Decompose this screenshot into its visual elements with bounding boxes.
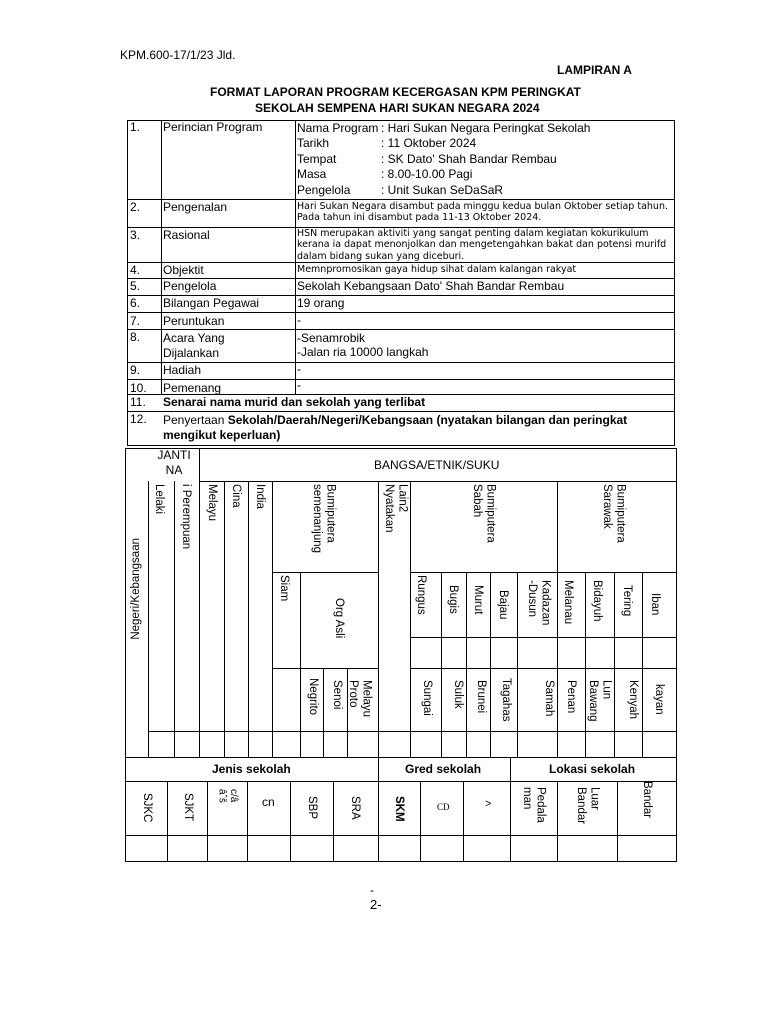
- sungai-label: Sungai: [421, 680, 434, 716]
- iban-label: Iban: [649, 593, 662, 616]
- row-number: 11.: [130, 395, 146, 409]
- row-label: [163, 413, 668, 443]
- detail-key: Tarikh: [297, 136, 330, 150]
- detail-key: Nama Program: [297, 121, 379, 135]
- bp-semenanjung-label: Bumiputera semenanjung: [311, 484, 337, 554]
- school-type-c-label: c/â âˆš: [216, 789, 239, 803]
- row-label: Peruntukan: [163, 314, 225, 328]
- document-title-line1: FORMAT LAPORAN PROGRAM KECERGASAN KPM PERINGKAT: [210, 85, 581, 99]
- row-value: -: [297, 378, 301, 392]
- bidayuh-label: Bidayuh: [591, 580, 604, 622]
- row-label: Pengenalan: [163, 200, 228, 214]
- perempuan-label: i Perempuan: [180, 484, 193, 550]
- skm-label: SKM: [393, 796, 406, 822]
- melanau-label: Melanau: [562, 580, 575, 625]
- row-number: 6.: [130, 296, 141, 310]
- siam-label: Siam: [278, 575, 291, 602]
- row-number: 4.: [130, 263, 141, 277]
- samah-label: Samah: [543, 680, 556, 717]
- row-label: Acara Yang Dijalankan: [163, 331, 225, 360]
- pedalaman-label: Pedala man: [521, 787, 547, 823]
- kayan-label: kayan: [653, 684, 666, 715]
- lain2-label: Lain2 Nyatakan: [383, 484, 409, 533]
- murut-label: Murut: [472, 585, 485, 615]
- row-number: 1.: [130, 120, 141, 134]
- penan-label: Penan: [565, 680, 578, 714]
- jantina-header: JANTI NA: [157, 448, 191, 477]
- org-asli-label: Org Asli: [333, 598, 346, 639]
- brunei-label: Brunei: [475, 680, 488, 714]
- negeri-label: Negeri/Kebangsaan: [130, 538, 142, 640]
- row-value: -: [297, 362, 301, 376]
- row-value: -: [297, 313, 301, 327]
- lokasi-sekolah-header: Lokasi sekolah: [549, 762, 636, 776]
- lelaki-label: Lelaki: [153, 484, 166, 515]
- suluk-label: Suluk: [452, 680, 465, 709]
- row-label-bold: Sekolah/Daerah/Negeri/Kebangsaan (nyatakan bilangan dan peringkat mengikut keperluan): [163, 413, 628, 442]
- bugis-label: Bugis: [447, 585, 460, 614]
- rungus-label: Rungus: [415, 575, 428, 615]
- detail-value: : Hari Sukan Negara Peringkat Sekolah: [381, 121, 591, 135]
- reference-number: KPM.600-17/1/23 Jld.: [120, 48, 236, 62]
- sra-label: SRA: [349, 796, 362, 820]
- sjkc-label: SJKC: [141, 793, 154, 823]
- bandar-label: Bandar: [641, 781, 654, 819]
- detail-value: : 8.00-10.00 Pagi: [381, 167, 473, 181]
- detail-value: : 11 Oktober 2024: [381, 136, 477, 150]
- melayu-label: Melayu: [206, 484, 219, 522]
- row-label: Hadiah: [163, 363, 202, 377]
- row-label: Pengelola: [163, 279, 217, 293]
- row-value: -Senamrobik -Jalan ria 10000 langkah: [297, 331, 429, 359]
- row-number: 8.: [130, 330, 141, 344]
- row-number: 12.: [130, 412, 147, 426]
- row-value: HSN merupakan aktiviti yang sangat penting dalam kegiatan kokurikulum kerana ia dapat menonjolkan dan mengetengahkan bakat dan potensi murifd dalam bidang sukan yang diceburi.: [297, 228, 667, 262]
- kadazan-label: Kadazan -Dusun: [526, 580, 552, 626]
- lampiran-label: LAMPIRAN A: [557, 63, 632, 77]
- row-label: Objektit: [163, 263, 204, 277]
- jenis-sekolah-header: Jenis sekolah: [212, 762, 291, 776]
- detail-value: : SK Dato' Shah Bandar Rembau: [381, 152, 557, 166]
- bp-sarawak-label: Bumiputera Sarawak: [601, 484, 627, 543]
- row-number: 2.: [130, 200, 141, 214]
- row-number: 9.: [130, 363, 141, 377]
- row-label: Pemenang: [163, 381, 222, 395]
- sbp-label: SBP: [306, 796, 319, 820]
- row-number: 7.: [130, 314, 141, 328]
- row-label: Bilangan Pegawai: [163, 296, 260, 310]
- detail-key: Masa: [297, 167, 327, 181]
- gred-sekolah-header: Gred sekolah: [405, 762, 482, 776]
- row-label-plain: Penyertaan: [163, 413, 228, 427]
- lun-bawang-label: Lun Bawang: [587, 680, 613, 722]
- kenyah-label: Kenyah: [627, 680, 640, 720]
- cina-label: Cina: [230, 484, 243, 508]
- row-value: Memnpromosikan gaya hidup sihat dalam kalangan rakyat: [297, 264, 577, 275]
- footer-dash: -: [370, 883, 374, 897]
- negrito-label: Negrito: [307, 678, 320, 716]
- row-label: Perincian Program: [163, 120, 263, 134]
- bp-sabah-label: Bumiputera Sabah: [471, 484, 497, 543]
- row-value: 19 orang: [297, 296, 345, 310]
- detail-value: : Unit Sukan SeDaSaR: [381, 183, 504, 197]
- detail-key: Pengelola: [297, 183, 351, 197]
- gred-gt-label: >: [485, 798, 492, 810]
- page-number: 2-: [370, 897, 382, 912]
- bajau-label: Bajau: [497, 590, 510, 620]
- row-label: Senarai nama murid dan sekolah yang terlibat: [163, 395, 426, 409]
- sjkt-label: SJKT: [182, 793, 195, 822]
- row-value: Hari Sukan Negara disambut pada minggu kedua bulan Oktober setiap tahun. Pada tahun ini disambut pada 11-13 Oktober 2024.: [297, 201, 668, 224]
- luar-bandar-label: Luar Bandar: [575, 787, 601, 825]
- cd-label: CD: [437, 802, 450, 812]
- senoi-label: Senoi: [331, 680, 344, 710]
- bangsa-header: BANGSA/ETNIK/SUKU: [374, 458, 500, 472]
- row-number: 3.: [130, 228, 141, 242]
- melayu-proto-label: Melayu Proto: [347, 680, 373, 718]
- india-label: India: [254, 484, 267, 509]
- row-label: Rasional: [163, 228, 210, 242]
- row-number: 10.: [130, 381, 147, 395]
- document-title-line2: SEKOLAH SEMPENA HARI SUKAN NEGARA 2024: [255, 101, 540, 115]
- cn-label: cn: [262, 795, 275, 809]
- tering-label: Tering: [621, 585, 634, 617]
- detail-key: Tempat: [297, 152, 337, 166]
- row-value: Sekolah Kebangsaan Dato' Shah Bandar Rembau: [297, 279, 565, 293]
- tagahas-label: Tagahas: [500, 678, 513, 722]
- row-number: 5.: [130, 279, 141, 293]
